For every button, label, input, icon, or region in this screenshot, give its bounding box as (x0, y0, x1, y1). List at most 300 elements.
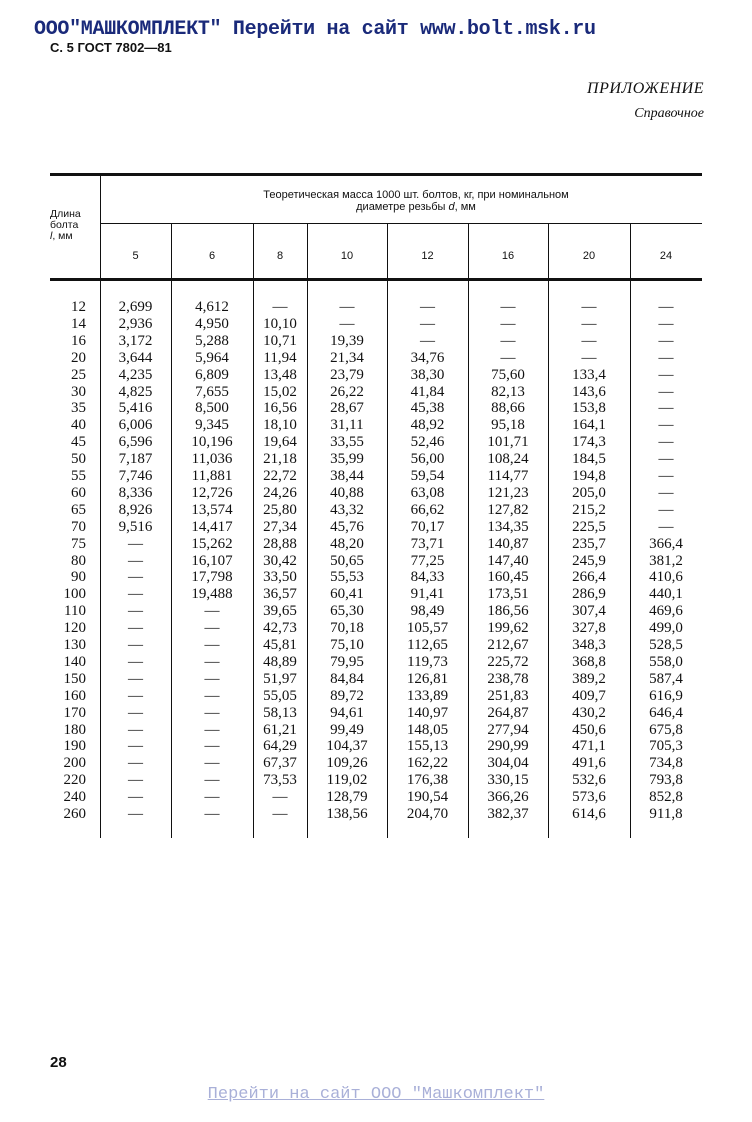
mass-cell: 59,54 (410, 468, 445, 484)
mass-cell: 410,6 (649, 569, 683, 586)
mass-cell: 35,99 (330, 451, 364, 468)
mass-cell: 58,13 (263, 704, 297, 721)
diameter-header-20: 20 (582, 250, 596, 262)
mass-cell: 5,416 (118, 400, 153, 417)
mass-cell: 10,71 (263, 332, 297, 349)
mass-cell: 31,11 (330, 417, 364, 434)
mass-cell: 225,5 (572, 518, 606, 535)
mass-cell: 15,02 (263, 383, 297, 400)
mass-cell: 17,798 (191, 569, 233, 586)
mass-cell: — (500, 299, 516, 315)
mass-cell: — (204, 670, 220, 687)
mass-cell: — (420, 315, 435, 332)
diameter-header-10: 10 (340, 250, 354, 262)
diameter-header-24: 24 (659, 250, 673, 262)
mass-cell: 440,1 (649, 586, 683, 603)
mass-cell: — (581, 315, 597, 332)
mass-cell: 430,2 (572, 704, 606, 721)
mass-cell: 911,8 (649, 806, 683, 822)
length-cell: 75 (71, 535, 86, 552)
mass-cell: 128,79 (326, 789, 368, 806)
mass-cell: — (420, 332, 435, 349)
length-cell: 240 (63, 789, 86, 806)
mass-cell: — (581, 349, 597, 366)
mass-cell: — (128, 569, 143, 586)
length-cell: 16 (71, 332, 86, 349)
mass-cell: 11,881 (191, 468, 233, 484)
mass-cell: 28,88 (263, 535, 297, 552)
diameter-header-8: 8 (276, 250, 284, 262)
mass-cell: 21,18 (263, 451, 297, 468)
mass-cell: 499,0 (649, 620, 683, 637)
mass-cell: 194,8 (572, 468, 606, 484)
mass-cell: — (581, 299, 597, 315)
mass-cell: — (272, 806, 288, 822)
mass-cell: 66,62 (410, 501, 445, 518)
mass-cell: — (128, 755, 143, 772)
table-top-rule (50, 173, 702, 176)
mass-cell: 160,45 (487, 569, 529, 586)
mass-cell: 15,262 (191, 535, 233, 552)
mass-cell: 307,4 (572, 603, 606, 620)
diameter-header-16: 16 (501, 250, 515, 262)
mass-cell: 705,3 (649, 738, 683, 755)
mass-cell: 45,76 (330, 518, 364, 535)
mass-cell: 73,53 (263, 772, 297, 789)
mass-group-header (100, 189, 702, 213)
mass-cell: 39,65 (263, 603, 297, 620)
mass-cell: 94,61 (330, 704, 364, 721)
mass-cell: 5,964 (195, 349, 229, 366)
length-cell: 20 (71, 349, 86, 366)
mass-cell: — (658, 468, 674, 484)
mass-cell: 22,72 (263, 468, 297, 484)
mass-cell: 573,6 (572, 789, 606, 806)
mass-cell: 48,20 (330, 535, 364, 552)
mass-cell: 852,8 (649, 789, 683, 806)
mass-cell: 63,08 (410, 484, 445, 501)
length-symbol: l (50, 230, 53, 242)
mass-cell: 119,73 (407, 653, 448, 670)
length-cell: 12 (71, 299, 86, 315)
mass-cell: 27,34 (263, 518, 297, 535)
mass-header-line2-pre: диаметре резьбы (356, 201, 449, 213)
mass-cell: 21,34 (330, 349, 364, 366)
length-cell: 140 (63, 653, 86, 670)
mass-cell: — (272, 789, 288, 806)
mass-cell: 155,13 (406, 738, 449, 755)
length-cell: 65 (71, 501, 86, 518)
length-header-line3 (50, 231, 100, 242)
mass-cell: 16,56 (263, 400, 297, 417)
length-cell: 70 (71, 518, 86, 535)
mass-cell: — (128, 789, 143, 806)
mass-cell: 33,55 (330, 434, 364, 451)
mass-cell: — (128, 670, 143, 687)
mass-cell: — (658, 501, 674, 518)
mass-cell: 6,596 (118, 434, 153, 451)
table-header-bottom-rule (50, 278, 702, 281)
mass-cell: — (204, 603, 220, 620)
mass-cell: — (420, 299, 435, 315)
mass-cell: 327,8 (572, 620, 606, 637)
mass-cell: 28,67 (330, 400, 364, 417)
mass-cell: — (128, 806, 143, 822)
mass-cell: 112,65 (407, 637, 448, 653)
mass-cell: — (658, 366, 674, 383)
mass-cell: 88,66 (491, 400, 525, 417)
mass-cell: 190,54 (406, 789, 449, 806)
mass-cell: — (658, 451, 674, 468)
mass-cell: 9,516 (118, 518, 153, 535)
mass-cell: 13,48 (263, 366, 297, 383)
mass-cell: 64,29 (263, 738, 297, 755)
diameter-header-5: 5 (132, 250, 139, 262)
mass-cell: 174,3 (572, 434, 606, 451)
mass-cell: — (658, 383, 674, 400)
length-header-line2: болта (50, 219, 79, 231)
mass-cell: 389,2 (572, 670, 606, 687)
length-cell: 170 (63, 704, 86, 721)
length-column-header (50, 209, 100, 242)
mass-cell: 304,04 (487, 755, 529, 772)
length-cell: 45 (71, 434, 86, 451)
mass-cell: — (658, 349, 674, 366)
mass-cell: 212,67 (487, 637, 529, 653)
mass-cell: — (658, 299, 674, 315)
mass-cell: 82,13 (491, 383, 525, 400)
mass-cell: 2,699 (118, 299, 153, 315)
mass-cell: 164,1 (572, 417, 606, 434)
mass-cell: 40,88 (330, 484, 364, 501)
mass-cell: 6,809 (195, 366, 229, 383)
mass-cell: 382,37 (487, 806, 529, 822)
mass-cell: — (128, 687, 143, 704)
page-header: С. 5 ГОСТ 7802—81 (50, 40, 172, 55)
mass-cell: 675,8 (649, 721, 683, 738)
mass-cell: 45,81 (263, 637, 297, 653)
mass-cell: 138,56 (326, 806, 368, 822)
mass-cell: 2,936 (118, 315, 153, 332)
mass-cell: 409,7 (572, 687, 606, 704)
mass-cell: — (204, 637, 220, 653)
mass-cell: 199,62 (487, 620, 529, 637)
mass-cell: 41,84 (410, 383, 445, 400)
mass-cell: 264,87 (487, 704, 529, 721)
mass-cell: 16,107 (191, 552, 233, 569)
mass-cell: — (581, 332, 597, 349)
mass-cell: 77,25 (410, 552, 445, 569)
mass-cell: — (339, 299, 355, 315)
mass-cell: 8,926 (118, 501, 153, 518)
bolt-mass-table (50, 173, 702, 838)
mass-cell: 98,49 (410, 603, 445, 620)
mass-cell: 366,26 (487, 789, 529, 806)
mass-cell: 558,0 (649, 653, 683, 670)
length-cell: 130 (63, 637, 86, 653)
mass-cell: 4,825 (118, 383, 153, 400)
mass-cell: 10,196 (191, 434, 233, 451)
mass-cell: 8,336 (118, 484, 153, 501)
mass-cell: 225,72 (487, 653, 529, 670)
appendix-subtitle: Справочное (634, 106, 704, 121)
mass-cell: 235,7 (572, 535, 606, 552)
mass-cell: 238,78 (487, 670, 529, 687)
mass-cell: 147,40 (487, 552, 529, 569)
mass-cell: — (658, 484, 674, 501)
mass-cell: 48,89 (263, 653, 297, 670)
mass-cell: 101,71 (487, 434, 529, 451)
mass-cell: 26,22 (330, 383, 364, 400)
mass-cell: 368,8 (572, 653, 606, 670)
mass-cell: 148,05 (406, 721, 449, 738)
mass-cell: 18,10 (263, 417, 297, 434)
mass-cell: 215,2 (572, 501, 606, 518)
mass-cell: 184,5 (572, 451, 606, 468)
mass-cell: 50,65 (330, 552, 364, 569)
mass-cell: 14,417 (191, 518, 233, 535)
mass-cell: 105,57 (406, 620, 449, 637)
mass-cell: — (204, 620, 220, 637)
mass-cell: — (128, 653, 143, 670)
mass-cell: — (658, 315, 674, 332)
mass-cell: 60,41 (330, 586, 364, 603)
diameter-header-12: 12 (421, 250, 434, 262)
mass-cell: 450,6 (572, 721, 606, 738)
length-cell: 190 (63, 738, 86, 755)
mass-cell: 4,612 (195, 299, 229, 315)
mass-cell: 104,37 (326, 738, 368, 755)
mass-cell: 114,77 (487, 468, 529, 484)
length-cell: 25 (71, 366, 86, 383)
mass-cell: 366,4 (649, 535, 683, 552)
mass-cell: 10,10 (263, 315, 297, 332)
mass-cell: 176,38 (406, 772, 449, 789)
mass-cell: — (128, 637, 143, 653)
diameter-symbol: d (448, 201, 455, 213)
mass-cell: 23,79 (330, 366, 364, 383)
mass-cell: 48,92 (410, 417, 445, 434)
mass-cell: 65,30 (330, 603, 364, 620)
mass-cell: 70,18 (330, 620, 364, 637)
length-cell: 55 (71, 468, 86, 484)
site-link-bottom[interactable]: Перейти на сайт ООО "Машкомплект" (207, 1085, 545, 1104)
mass-cell: 469,6 (649, 603, 683, 620)
mass-cell: 79,95 (330, 653, 364, 670)
mass-cell: 11,94 (263, 349, 297, 366)
length-cell: 260 (63, 806, 86, 822)
mass-cell: 4,235 (118, 366, 153, 383)
mass-cell: — (128, 552, 143, 569)
mass-cell: — (128, 738, 143, 755)
mass-cell: 55,53 (330, 569, 364, 586)
length-cell: 35 (71, 400, 86, 417)
length-header-line1: Длина (50, 208, 81, 220)
mass-cell: 186,56 (487, 603, 529, 620)
mass-cell: 95,18 (491, 417, 525, 434)
length-cell: 180 (63, 721, 86, 738)
mass-cell: 471,1 (572, 738, 606, 755)
length-cell: 160 (63, 687, 86, 704)
mass-cell: 330,15 (487, 772, 529, 789)
mass-cell: 266,4 (572, 569, 606, 586)
mass-cell: 56,00 (410, 451, 445, 468)
length-cell: 220 (63, 772, 86, 789)
mass-cell: 532,6 (572, 772, 606, 789)
mass-cell: 38,30 (410, 366, 445, 383)
mass-cell: 348,3 (572, 637, 606, 653)
mass-header-line2 (130, 201, 702, 213)
mass-cell: 6,006 (118, 417, 153, 434)
mass-cell: 119,02 (326, 772, 368, 789)
length-cell: 50 (71, 451, 86, 468)
mass-cell: 24,26 (263, 484, 297, 501)
mass-cell: 11,036 (191, 451, 233, 468)
mass-cell: — (658, 332, 674, 349)
mass-cell: — (204, 721, 220, 738)
mass-cell: 491,6 (572, 755, 606, 772)
mass-cell: — (204, 772, 220, 789)
mass-cell: 84,33 (410, 569, 445, 586)
mass-cell: 3,644 (118, 349, 153, 366)
mass-cell: 33,50 (263, 569, 297, 586)
mass-cell: 587,4 (649, 670, 683, 687)
mass-cell: 616,9 (649, 687, 683, 704)
mass-cell: 43,32 (330, 501, 364, 518)
mass-cell: 3,172 (118, 332, 153, 349)
mass-cell: 75,10 (330, 637, 364, 653)
mass-cell: 8,500 (195, 400, 229, 417)
mass-cell: — (204, 789, 220, 806)
mass-cell: 173,51 (487, 586, 529, 603)
mass-cell: 133,89 (406, 687, 449, 704)
mass-cell: 127,82 (487, 501, 529, 518)
mass-cell: 91,41 (410, 586, 445, 603)
mass-cell: 286,9 (572, 586, 606, 603)
mass-cell: — (204, 704, 220, 721)
mass-cell: — (500, 349, 516, 366)
mass-cell: — (204, 687, 220, 704)
page-number: 28 (50, 1054, 67, 1071)
mass-cell: 84,84 (330, 670, 364, 687)
mass-cell: — (658, 434, 674, 451)
length-cell: 150 (63, 670, 86, 687)
mass-cell: 126,81 (406, 670, 449, 687)
mass-cell: 793,8 (649, 772, 683, 789)
diameter-header-6: 6 (208, 250, 216, 262)
mass-cell: 140,97 (406, 704, 449, 721)
mass-cell: 4,950 (195, 315, 229, 332)
mass-cell: — (128, 603, 143, 620)
mass-cell: — (500, 332, 516, 349)
appendix-title: ПРИЛОЖЕНИЕ (587, 80, 704, 97)
mass-cell: 19,39 (330, 332, 364, 349)
mass-cell: 12,726 (191, 484, 233, 501)
length-cell: 200 (63, 755, 86, 772)
mass-cell: 61,21 (263, 721, 297, 738)
mass-cell: — (204, 755, 220, 772)
appendix-heading (587, 80, 704, 122)
mass-cell: 143,6 (572, 383, 606, 400)
mass-cell: 51,97 (263, 670, 297, 687)
mass-cell: 290,99 (487, 738, 529, 755)
mass-cell: 204,70 (406, 806, 449, 822)
mass-cell: — (128, 772, 143, 789)
mass-cell: 67,37 (263, 755, 297, 772)
mass-cell: — (658, 400, 674, 417)
mass-cell: — (204, 806, 220, 822)
length-cell: 90 (71, 569, 86, 586)
site-link-top[interactable]: ООО"МАШКОМПЛЕКТ" Перейти на сайт www.bolt.msk.ru (34, 18, 596, 41)
mass-cell: — (204, 738, 220, 755)
length-cell: 60 (71, 484, 86, 501)
mass-cell: — (128, 704, 143, 721)
mass-cell: 251,83 (487, 687, 529, 704)
mass-cell: 7,746 (118, 468, 153, 484)
mass-cell: 70,17 (410, 518, 445, 535)
table-header-rule (100, 223, 702, 224)
length-cell: 40 (71, 417, 86, 434)
length-cell: 14 (71, 315, 86, 332)
mass-cell: 19,64 (263, 434, 297, 451)
mass-cell: 109,26 (326, 755, 368, 772)
mass-cell: 89,72 (330, 687, 364, 704)
mass-cell: — (339, 315, 355, 332)
mass-cell: 25,80 (263, 501, 297, 518)
mass-cell: 121,23 (487, 484, 529, 501)
mass-cell: — (658, 518, 674, 535)
mass-cell: 205,0 (572, 484, 606, 501)
mass-cell: 45,38 (410, 400, 445, 417)
mass-cell: — (204, 653, 220, 670)
mass-cell: 9,345 (195, 417, 229, 434)
mass-cell: 277,94 (487, 721, 529, 738)
mass-cell: 30,42 (263, 552, 297, 569)
mass-cell: 5,288 (195, 332, 229, 349)
mass-cell: 7,187 (118, 451, 153, 468)
mass-cell: 38,44 (330, 468, 364, 484)
length-cell: 120 (63, 620, 86, 637)
mass-cell: 7,655 (195, 383, 229, 400)
mass-cell: 153,8 (572, 400, 606, 417)
mass-cell: — (128, 535, 143, 552)
mass-cell: 19,488 (191, 586, 233, 603)
mass-header-line2-post: , мм (454, 201, 476, 213)
mass-cell: 108,24 (487, 451, 529, 468)
mass-cell: — (658, 417, 674, 434)
mass-cell: 528,5 (649, 637, 683, 653)
mass-cell: 13,574 (191, 501, 233, 518)
mass-cell: 162,22 (406, 755, 449, 772)
mass-cell: 646,4 (649, 704, 683, 721)
mass-cell: — (128, 721, 143, 738)
mass-cell: 140,87 (487, 535, 529, 552)
mass-cell: 73,71 (410, 535, 445, 552)
mass-cell: 42,73 (263, 620, 297, 637)
mass-cell: — (128, 620, 143, 637)
mass-cell: 134,35 (487, 518, 529, 535)
mass-cell: — (272, 299, 288, 315)
mass-cell: 55,05 (263, 687, 297, 704)
mass-header-line1: Теоретическая масса 1000 шт. болтов, кг, при номинальном (263, 189, 569, 201)
mass-cell: — (128, 586, 143, 603)
length-cell: 100 (63, 586, 86, 603)
length-cell: 80 (71, 552, 86, 569)
length-cell: 30 (71, 383, 86, 400)
mass-cell: 34,76 (410, 349, 445, 366)
mass-cell: 734,8 (649, 755, 683, 772)
mass-cell: 52,46 (410, 434, 445, 451)
